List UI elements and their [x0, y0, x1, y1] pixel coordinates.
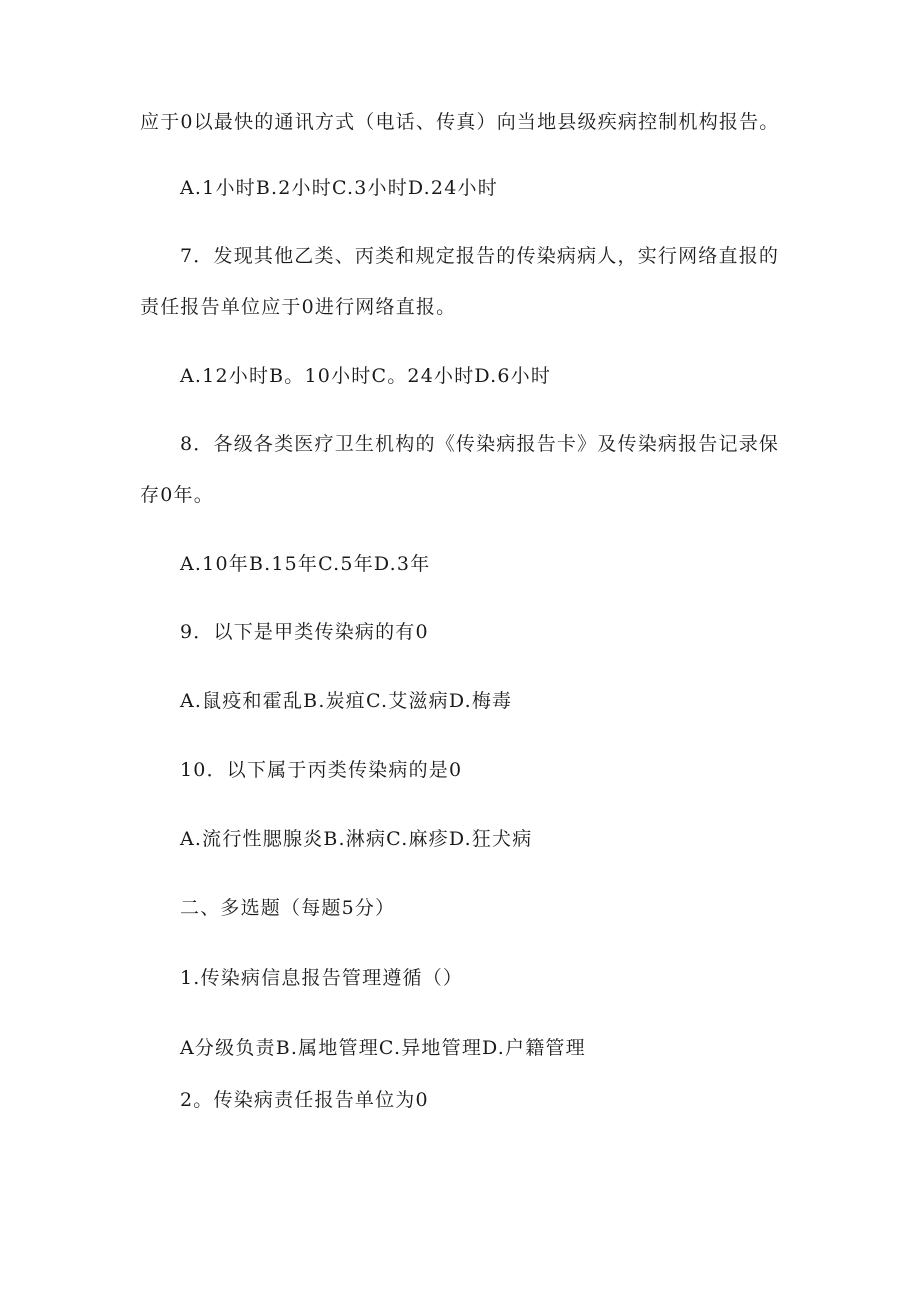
question-8: 8．各级各类医疗卫生机构的《传染病报告卡》及传染病报告记录保 — [180, 433, 780, 455]
question-9: 9．以下是甲类传染病的有0 — [180, 621, 429, 643]
multi-question-2: 2。传染病责任报告单位为0 — [180, 1089, 429, 1111]
answer-options: A.10年B.15年C.5年D.3年 — [180, 553, 431, 575]
text-line: 应于0以最快的通讯方式（电话、传真）向当地县级疾病控制机构报告。 — [140, 111, 780, 133]
text-line: 存0年。 — [140, 484, 214, 506]
section-heading: 二、多选题（每题5分） — [180, 897, 396, 919]
answer-options: A.12小时B。10小时C。24小时D.6小时 — [180, 365, 552, 387]
answer-options: A分级负责B.属地管理C.异地管理D.户籍管理 — [180, 1037, 586, 1059]
question-7: 7．发现其他乙类、丙类和规定报告的传染病病人，实行网络直报的 — [180, 245, 780, 267]
question-10: 10．以下属于丙类传染病的是0 — [180, 759, 463, 781]
answer-options: A.1小时B.2小时C.3小时D.24小时 — [180, 177, 498, 199]
answer-options: A.鼠疫和霍乱B.炭疽C.艾滋病D.梅毒 — [180, 690, 513, 712]
answer-options: A.流行性腮腺炎B.淋病C.麻疹D.狂犬病 — [180, 828, 533, 850]
text-line: 责任报告单位应于0进行网络直报。 — [140, 296, 457, 318]
multi-question-1: 1.传染病信息报告管理遵循（） — [180, 967, 464, 989]
